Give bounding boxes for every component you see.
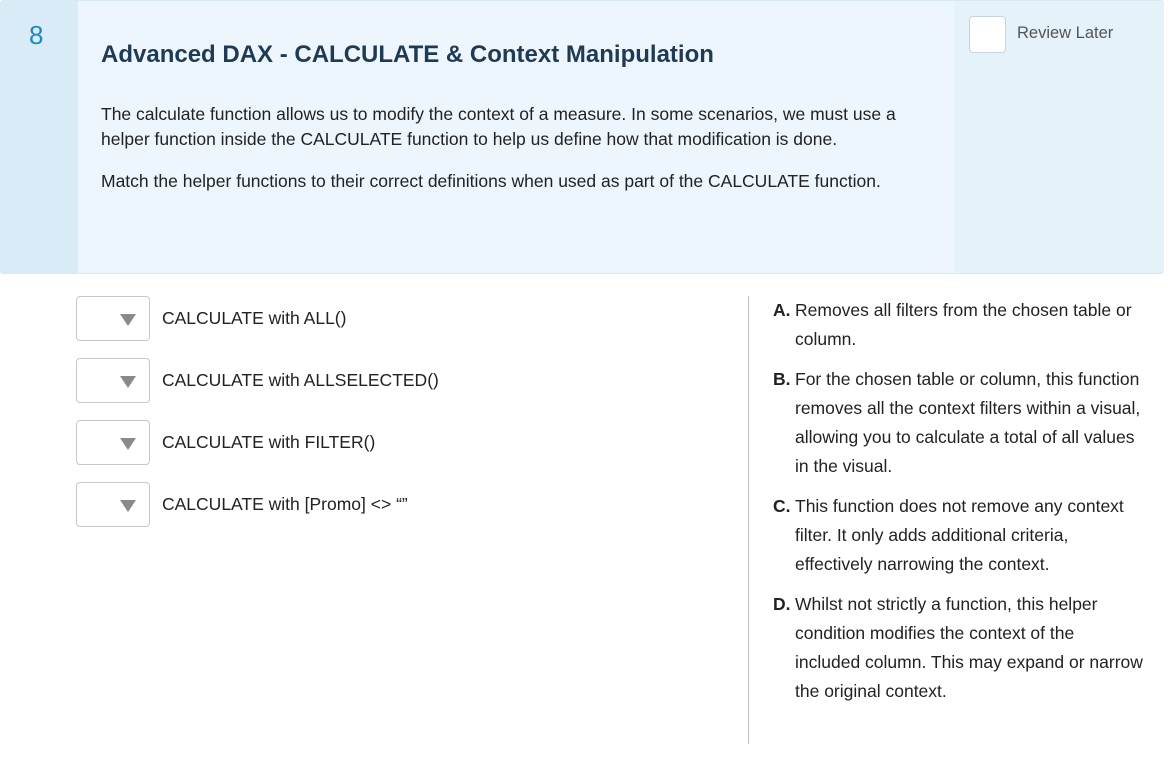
review-later-checkbox[interactable] (969, 16, 1006, 53)
prompt-label: CALCULATE with ALL() (162, 308, 347, 328)
question-header (0, 0, 1164, 274)
review-later-column (954, 1, 1164, 273)
prompt-label: CALCULATE with FILTER() (162, 432, 376, 452)
match-dropdown[interactable] (76, 420, 150, 465)
prompt-row (76, 482, 736, 544)
prompt-label: CALCULATE with [Promo] <> “” (162, 494, 408, 514)
answer-text: For the chosen table or column, this function removes all the context filters within a visual, allowing you to calculate a total of all values in the visual. (795, 369, 1141, 476)
answer-letter: D. (773, 594, 791, 614)
answer-text: Removes all filters from the chosen table or column. (795, 300, 1132, 349)
prompt-list (76, 296, 736, 544)
prompt-row (76, 358, 736, 420)
triangle-down-icon (120, 438, 136, 450)
question-text (101, 102, 921, 212)
question-paragraph: Match the helper functions to their correct definitions when used as part of the CALCULATE function. (101, 171, 881, 191)
prompt-row (76, 420, 736, 482)
match-dropdown[interactable] (76, 482, 150, 527)
review-later-label[interactable]: Review Later (1017, 24, 1114, 42)
answer-option (773, 296, 1143, 354)
triangle-down-icon (120, 376, 136, 388)
answer-letter: A. (773, 300, 791, 320)
answer-text: This function does not remove any context filter. It only adds additional criteria, effectively narrowing the context. (795, 496, 1124, 574)
answer-list (773, 296, 1143, 717)
question-number: 8 (29, 20, 44, 50)
match-dropdown[interactable] (76, 358, 150, 403)
answer-text: Whilst not strictly a function, this helper condition modifies the context of the included column. This may expand or narrow the original context. (795, 594, 1143, 701)
triangle-down-icon (120, 500, 136, 512)
prompt-row (76, 296, 736, 358)
answer-option (773, 590, 1143, 706)
answer-option (773, 492, 1143, 579)
column-divider (748, 296, 749, 744)
prompt-label: CALCULATE with ALLSELECTED() (162, 370, 439, 390)
question-title: Advanced DAX - CALCULATE & Context Manipulation (101, 41, 714, 68)
answer-letter: B. (773, 369, 791, 389)
answer-letter: C. (773, 496, 791, 516)
question-number-column (1, 1, 78, 273)
question-body (78, 1, 954, 273)
answer-option (773, 365, 1143, 481)
triangle-down-icon (120, 314, 136, 326)
question-paragraph: The calculate function allows us to modify the context of a measure. In some scenarios, we must use a helper function inside the CALCULATE function to help us define how that modification is done. (101, 104, 896, 149)
match-dropdown[interactable] (76, 296, 150, 341)
